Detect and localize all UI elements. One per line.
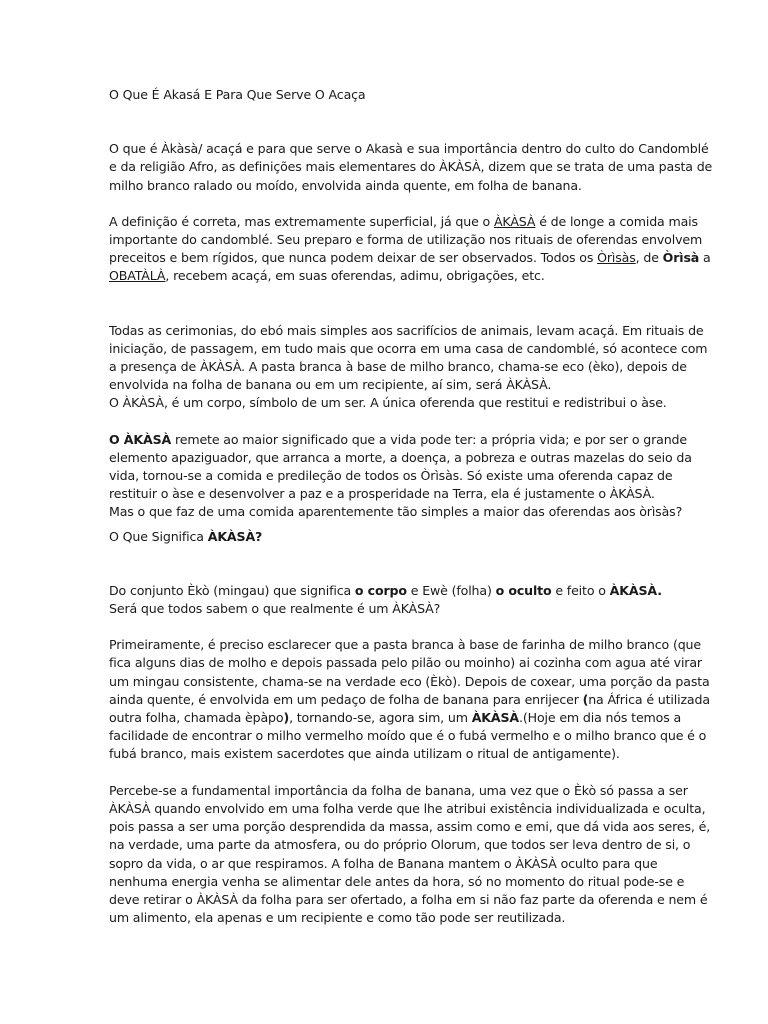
paragraph-question: Mas o que faz de uma comida aparentemente tão simples a maior das oferendas aos òrìsàs? (109, 504, 683, 520)
bold-text: ÀKÀSÀ. (609, 582, 662, 598)
paragraph-intro: O que é Àkàsà/ acaçá e para que serve o Akasà e sua importância dentro do culto do Candomblé e da religião Afro, as definições mais elementares do ÀKÀSÀ, dizem que se trata de uma pasta de milho branco ralado ou moído, envolvida ainda quente, em folha de banana. (109, 141, 713, 193)
paragraph-body-symbol: O ÀKÀSÀ, é um corpo, símbolo de um ser. A única oferenda que restitui e redistribui o àse. (109, 395, 667, 411)
paragraph-meaning (109, 431, 718, 504)
paragraph-definition (109, 213, 718, 286)
akasa-bold: O ÀKÀSÀ (109, 431, 172, 447)
paragraph-text: Primeiramente, é preciso esclarecer que a pasta branca à base de farinha de milho branco (que fica alguns dias de molho e depois passada pelo pilão ou moinho) ai cozinha com agua até virar um mingau consistente, chama-se na verdade eco (Èkò). Depois de coxear, uma porção da pasta ainda quente, é envolvida em um pedaço de folha de banana para enrijecer (109, 637, 710, 707)
bold-text: o corpo (354, 582, 407, 598)
heading-text: O Que Significa (109, 528, 208, 544)
paragraph-text: A definição é correta, mas extremamente superficial, já que o (109, 213, 494, 229)
paragraph-text: , tornando-se, agora sim, um (289, 710, 472, 726)
bold-text: o oculto (495, 582, 552, 598)
paragraph-banana-leaf: Percebe-se a fundamental importância da folha de banana, uma vez que o Èkò só passa a ser ÀKÀSÀ quando envolvido em uma folha verde que lhe atribui existência individualizada e oculta, pois passa a ser uma porção desprendida da massa, assim como e emi, que dá vida aos seres, é, na verdade, uma parte da atmosfera, ou do próprio Olorum, que todos ser leva dentro de si, o sopro da vida, o ar que respiramos. A folha de Banana mantem o ÀKÀSÀ oculto para que nenhuma energia venha se alimentar dele antes da hora, só no momento do ritual pode-se e deve retirar o ÀKÀSÀ da folha para ser ofertado, a folha em si não faz parte da oferenda e nem é um alimento, ela apenas e um recipiente e como tão pode ser reutilizada. (109, 782, 711, 926)
paragraph-text: remete ao maior significado que a vida pode ter: a própria vida; e por ser o grande elemento apaziguador, que arranca a morte, a doença, a pobreza e outras mazelas do seio da vida, tornou-se a comida e predileção de todos os Òrìsàs. Só existe uma oferenda capaz de restituir o àse e desenvolver a paz e a prosperidade na Terra, ela é justamente o ÀKÀSÀ. (109, 431, 692, 502)
paragraph-text: na África é utilizada outra folha, chamada èpàpo (109, 691, 710, 726)
paragraph-text: , de (635, 250, 663, 266)
paragraph-text: e Ewè (folha) (406, 582, 496, 598)
paragraph-text: é de longe a comida mais importante do candomblé. Seu preparo e forma de utilização nos rituais de oferendas envolvem preceitos e bem rígidos, que nunca podem deixar de ser observados. Todos os (109, 213, 703, 266)
section-heading (109, 528, 718, 546)
paragraph-preparation (109, 636, 718, 763)
orisa-bold: Òrìsà (662, 250, 700, 266)
bold-text: ( (582, 691, 589, 707)
paragraph-text: , recebem acaçá, em suas oferendas, adimu, obrigações, etc. (165, 268, 545, 284)
paragraph-text: a (699, 250, 711, 266)
paragraph-text: Do conjunto Èkò (mingau) que significa (109, 582, 355, 598)
paragraph-text: e feito o (551, 582, 610, 598)
paragraph-composition (109, 582, 718, 600)
paragraph-ceremonies: Todas as cerimonias, do ebó mais simples aos sacrifícios de animais, levam acaçá. Em rituais de iniciação, de passagem, em tudo mais que ocorra em uma casa de candomblé, só acontece com a presença de ÀKÀSÀ. A pasta branca à base de milho branco, chama-se eco (èko), depois de envolvida na folha de banana ou em um recipiente, aí sim, será ÀKÀSÀ. (109, 322, 708, 393)
bold-text: ÀKÀSÀ (471, 710, 520, 726)
akasa-link[interactable]: ÀKÀSÀ (493, 213, 536, 229)
paragraph-composition-question: Será que todos sabem o que realmente é um ÀKÀSÀ? (109, 601, 441, 617)
document-title: O Que É Akasá E Para Que Serve O Acaça (109, 87, 366, 102)
obatala-link[interactable]: OBATÀLÀ (109, 268, 166, 284)
heading-bold: ÀKÀSÀ? (207, 528, 263, 544)
orisas-underlined: Òrìsàs (597, 250, 636, 266)
paragraph-text: .(Hoje em dia nós temos a facilidade de encontrar o milho vermelho moído que é o fubá vermelho e o milho branco que é o fubá branco, mais existem sacerdotes que ainda utilizam o ritual de antigamente). (109, 710, 707, 762)
bold-text: ) (283, 710, 290, 726)
